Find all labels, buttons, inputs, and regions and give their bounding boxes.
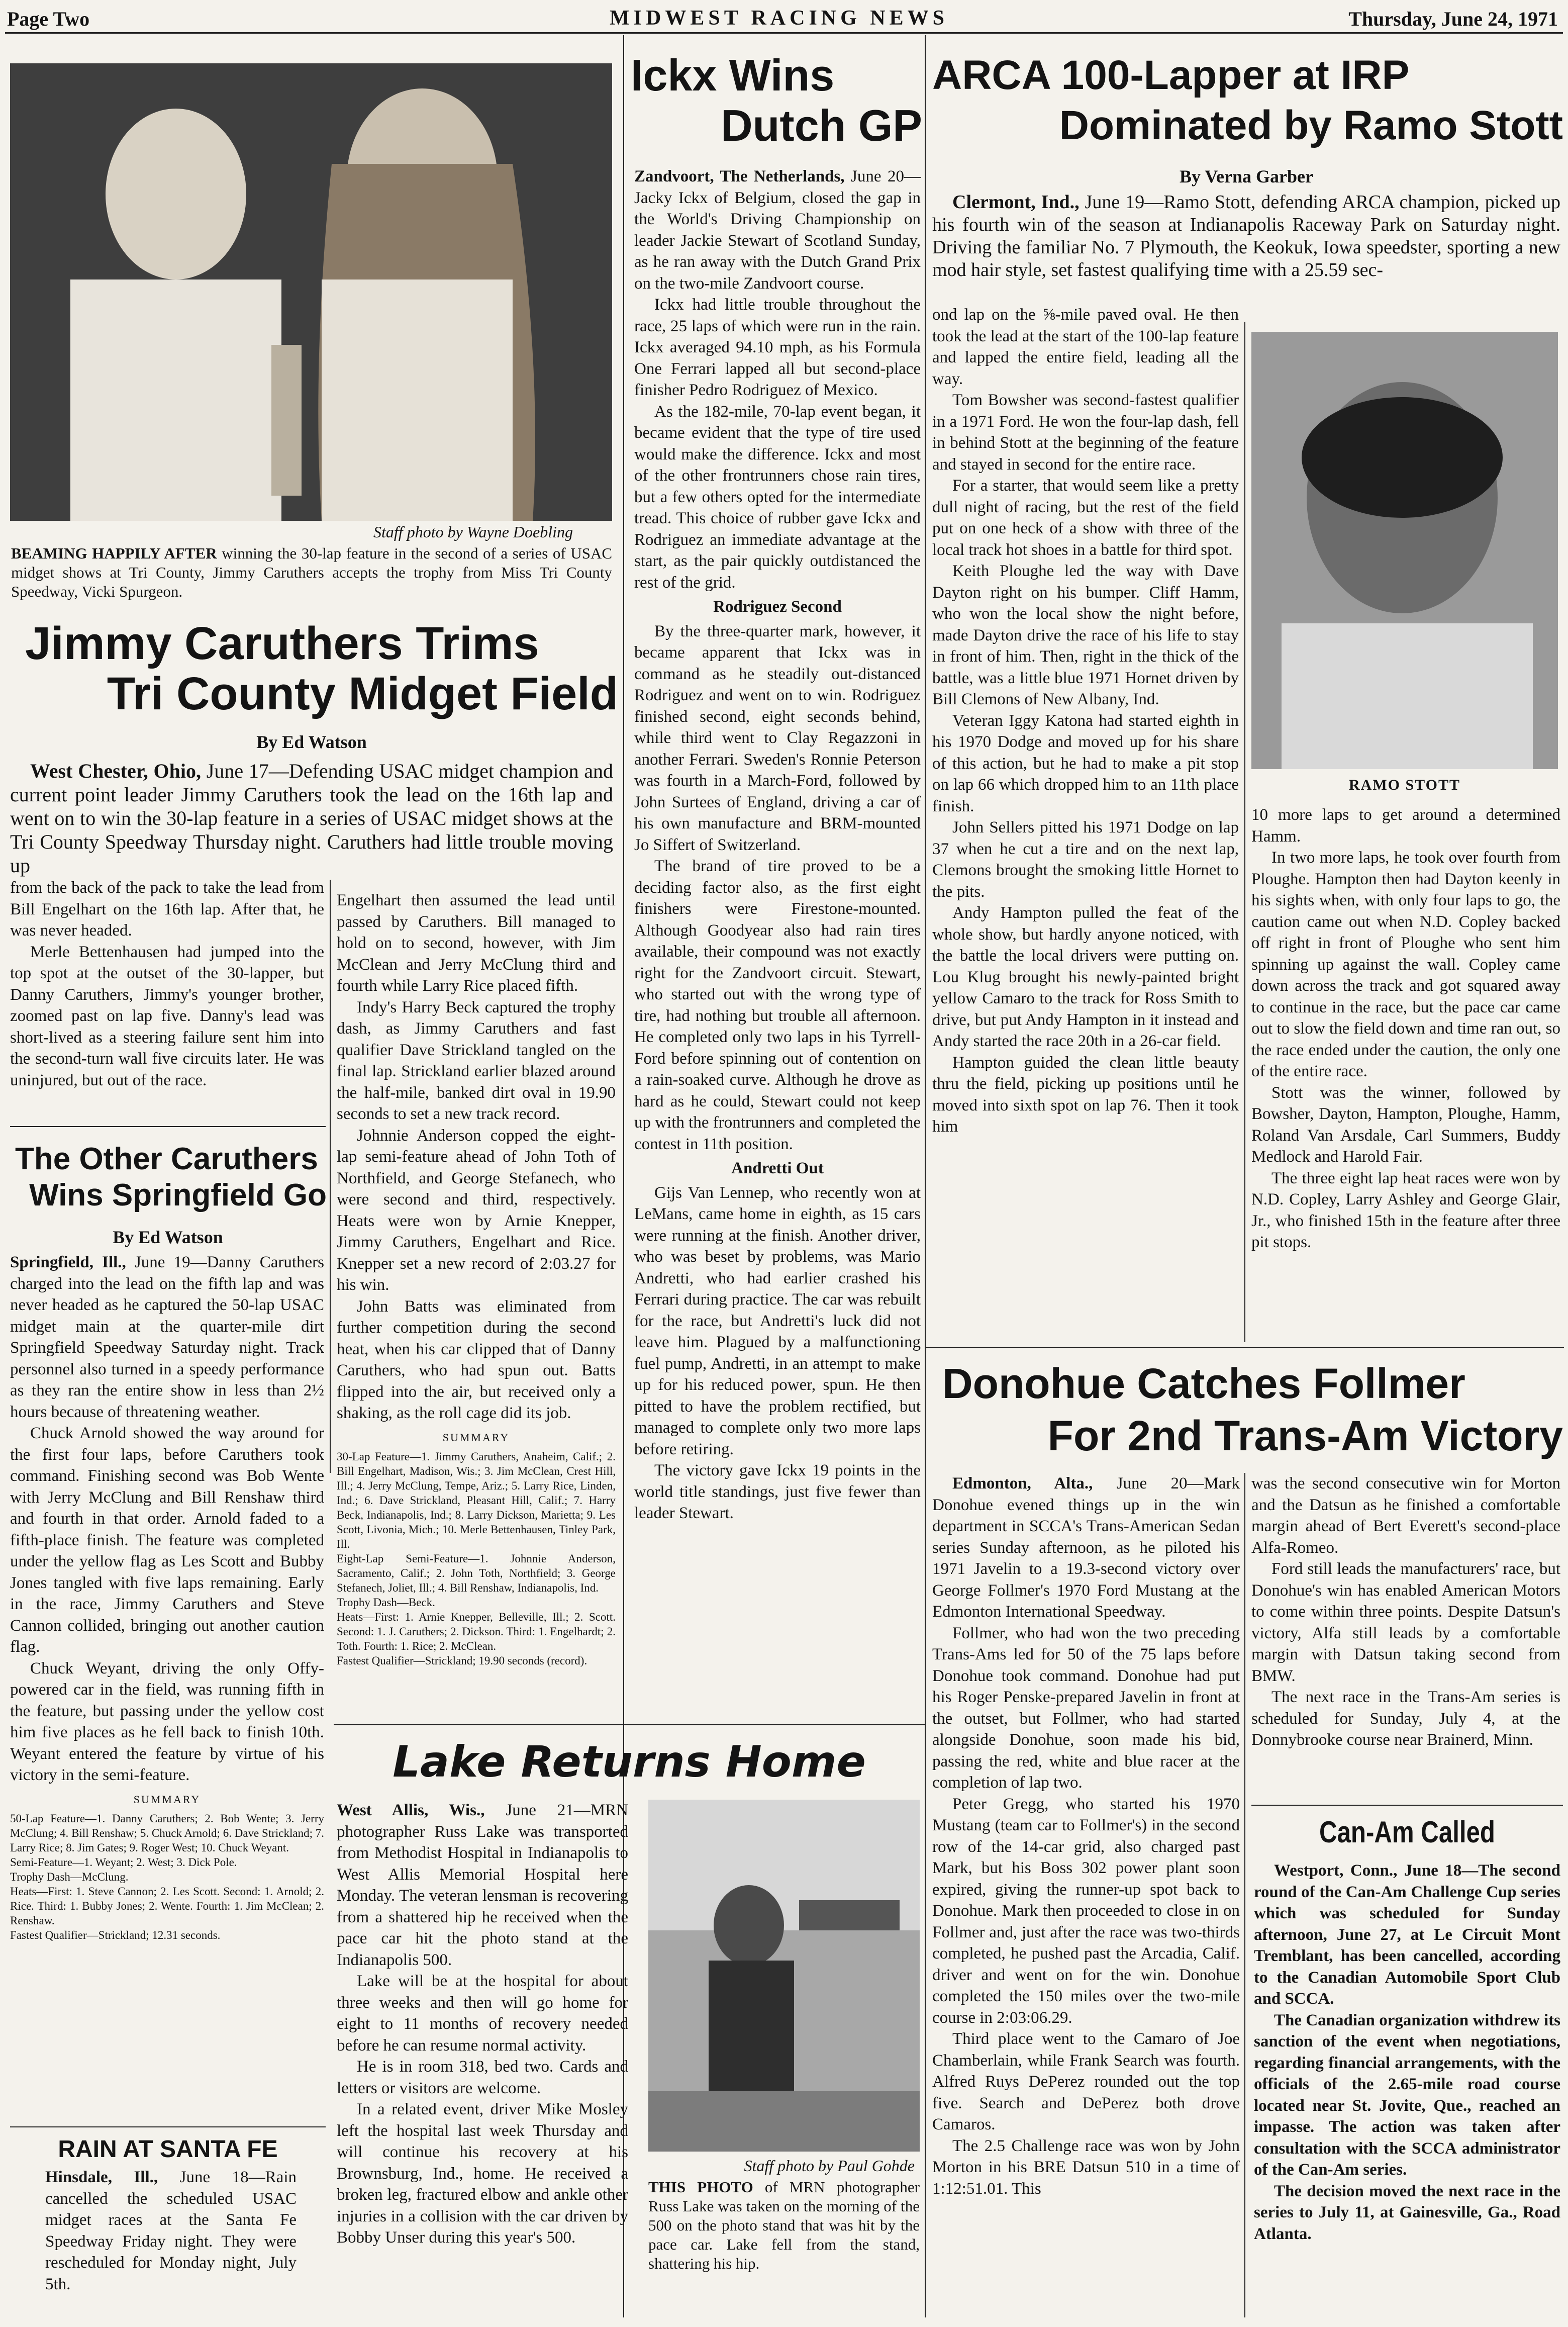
paragraph: was the second consecutive win for Morton and the Datsun as he finished a comfortable margin ahead of Bert Everett's second-place Alfa-Romeo. [1251, 1474, 1560, 1557]
byline: By Ed Watson [113, 1227, 223, 1247]
lake-headline: Lake Returns Home [393, 1737, 866, 1787]
paragraph: June 19—Danny Caruthers charged into the lead on the fifth lap and was never headed as he captured the 50-lap USAC midget main at the quarter-mile dirt Springfield Speedway Saturday night. Track personnel also turned in a speedy performance as they ran the entire show in less than 2½ hours because of threatening weather. [10, 1253, 324, 1421]
lake-body [337, 1800, 628, 2249]
subheading: Rodriguez Second [713, 598, 842, 616]
summary-line: Heats—First: 1. Arnie Knepper, Belleville, Ill.; 2. Scott. Second: 1. J. Caruthers; 2. Dickson. Third: 1. Engelhardt; 2. Toth. Fourth: 1. Rice; 2. McClean. [337, 1611, 616, 1652]
dateline: Zandvoort, The Netherlands, [634, 167, 845, 185]
paragraph: The 2.5 Challenge race was won by John Morton in his BRE Datsun 510 in a time of 1:12:51.01. This [932, 2136, 1240, 2198]
byline: By Ed Watson [256, 732, 367, 752]
column-rule [330, 880, 331, 1473]
paragraph: Chuck Arnold showed the way around for the first four laps, before Caruthers took command. Finishing second was Bob Wente with Jerry McClung and Bill Renshaw third and fourth in that order. Arnold faded to a fifth-place finish. The feature was completed under the yellow flag as Les Scott and Bubby Jones tangled with five laps remaining. Early in the race, Jimmy Caruthers and Steve Cannon collided, bringing out another caution flag. [10, 1424, 324, 1656]
caruthers-headline [25, 618, 623, 719]
paragraph: Hampton guided the clean little beauty thru the field, picking up positions until he moved into sixth spot on lap 76. Then it took him [932, 1053, 1239, 1136]
paragraph: Gijs Van Lennep, who recently won at LeMans, came home in eighth, as 15 cars were running at the finish. Another driver, who was beset by problems, was Mario Andretti, who had earlier crashed his Ferrari during practice. The car was rebuilt for the race, but Andretti's luck did not leave him. Plagued by a malfunctioning fuel pump, Andretti, in an attempt to make up for his reduced power, spun. He then pitted to have the problem rectified, but managed to complete only two more laps before retiring. [634, 1183, 921, 1458]
paragraph: 10 more laps to get around a determined Hamm. [1251, 806, 1560, 846]
paragraph: Third place went to the Camaro of Joe Chamberlain, while Frank Search was fourth. Alfred Ruys DePerez rounded out the top five. Search and DePerez both drove Camaros. [932, 2030, 1240, 2133]
summary-line: Fastest Qualifier—Strickland; 19.90 seconds (record). [337, 1654, 587, 1667]
photo-illustration [648, 1800, 920, 2152]
dateline: Westport, Conn., [1274, 1861, 1398, 1880]
dateline: Clermont, Ind., [952, 192, 1080, 213]
paragraph: Andy Hampton pulled the feat of the whole show, but hardly anyone noticed, with the battle the local drivers were putting on. Lou Klug brought his newly-painted bright yellow Camaro to the track for Ross Smith to drive, but put Andy Hampton in it instead and Andy started the race 20th in a 26-car field. [932, 904, 1239, 1050]
photo-caption [648, 2178, 920, 2273]
paragraph: The brand of tire proved to be a deciding factor also, as the first eight finishers were Firestone-mounted. Although Goodyear also had rain tires available, their compound was not exactly right for the Zandvoort circuit. Stewart, who started out with the wrong type of tire, had nothing but trouble all afternoon. He completed only two laps in his Tyrrell-Ford before spinning out of contention on a rain-soaked curve. Although he drove as hard as he could, Stewart could not keep up with the frontrunners and completed the contest in 11th position. [634, 857, 921, 1153]
caption-lead: THIS PHOTO [648, 2178, 753, 2196]
caruthers-trophy-photo [10, 63, 612, 521]
paragraph: Ickx had little trouble throughout the race, 25 laps of which were run in the rain. Ickx averaged 94.10 mph, as his Formula One Ferrari lapped all but second-place finisher Pedro Rodriguez of Mexico. [634, 296, 921, 399]
page-number-label: Page Two [7, 8, 90, 30]
paragraph: June 20—Mark Donohue evened things up in the win department in SCCA's Trans-American Sedan series Sunday afternoon, as he piloted his 1971 Javelin to a 19.3-second victory over George Follmer's 1970 Ford Mustang at the Edmonton International Speedway. [932, 1474, 1240, 1621]
race-summary [10, 1811, 324, 1942]
paragraph: June 18—Rain cancelled the scheduled USAC midget races at the Santa Fe Speedway Friday night. They were rescheduled for Monday night, July 5th. [45, 2168, 297, 2293]
santa-fe-headline: RAIN AT SANTA FE [58, 2136, 278, 2163]
ramo-stott-photo [1251, 332, 1558, 769]
photo-credit: Staff photo by Wayne Doebling [373, 523, 573, 541]
paragraph: June 20—Jacky Ickx of Belgium, closed the gap in the World's Driving Championship on leader Jackie Stewart of Scotland Sunday, as he ran away with the Dutch Grand Prix on the two-mile Zandvoort course. [634, 167, 921, 293]
story-rule [926, 1347, 1564, 1348]
column-rule [1244, 322, 1245, 1342]
paper-name: MIDWEST RACING NEWS [610, 7, 948, 30]
dateline: Edmonton, Alta., [952, 1474, 1093, 1493]
summary-line: Trophy Dash—McClung. [10, 1871, 129, 1883]
headline-line-1: Donohue Catches Follmer [942, 1360, 1465, 1407]
summary-line: Trophy Dash—Beck. [337, 1596, 435, 1609]
paragraph: Keith Ploughe led the way with Dave Dayton right on his bumper. Cliff Hamm, who won the local show the night before, made Dayton drive the race of his life to stay in front of him. Then, right in the thick of the battle, was a little blue 1971 Hornet driven by Bill Clemons of New Albany, Ind. [932, 562, 1239, 708]
masthead [0, 0, 1568, 31]
paragraph: John Sellers pitted his 1971 Dodge on lap 37 when he cut a tire and on the next lap, Clemons brought the smoking little Hornet to the pits. [932, 818, 1239, 901]
dateline: Springfield, Ill., [10, 1253, 126, 1271]
column-rule [1244, 1473, 1245, 2317]
race-summary [337, 1449, 616, 1668]
ickx-headline [631, 50, 922, 151]
can-am-headline: Can-Am Called [1319, 1815, 1495, 1849]
story-rule [10, 1126, 326, 1127]
paragraph: The three eight lap heat races were won by N.D. Copley, Larry Ashley and George Glair, Jr., who finished 15th in the feature after three pit stops. [1251, 1169, 1560, 1251]
paragraph: By the three-quarter mark, however, it became apparent that Ickx was in command as he steadily out-distanced Rodriguez and went on to win. Rodriguez finished second, eight seconds behind, while third went to Clay Regazzoni in another Ferrari. Sweden's Ronnie Peterson was fourth in a March-Ford, followed by John Surtees of England, driving a car of his own manufacture and BRM-mounted Jo Siffert of Switzerland. [634, 622, 921, 854]
dateline: Hinsdale, Ill., [45, 2168, 158, 2186]
paragraph: Merle Bettenhausen had jumped into the top spot at the outset of the 30-lapper, but Danny Caruthers, Jimmy's younger brother, zoomed past on lap five. Danny's lead was short-lived as a steering failure sent him into the second-turn wall five circuits later. He was uninjured, but out of the race. [10, 943, 324, 1089]
story-rule [1251, 1805, 1563, 1806]
summary-title: SUMMARY [442, 1431, 510, 1444]
paragraph: Peter Gregg, who started his 1970 Mustang (team car to Follmer's) in the second row of the 14-car grid, also charged past Mark, but his Boss 302 power plant soon expired, giving the runner-up spot back to Donohue. Mark then proceeded to close in on Follmer and, just after the race was two-thirds completed, he pushed past the Arcadia, Calif. driver and went on for the win. Donohue completed the 150 miles over the two-mile course in 2:03:06.29. [932, 1795, 1240, 2027]
paragraph: Ford still leads the manufacturers' race, but Donohue's win has enabled American Motors to come within three points. Despite Datsun's victory, Alfa still leads by a comfortable margin with Datsun taking second from BMW. [1251, 1560, 1560, 1685]
photo-illustration [10, 63, 612, 521]
subheading: Andretti Out [731, 1159, 824, 1177]
arca-lede [932, 191, 1560, 282]
paragraph: The victory gave Ickx 19 points in the world title standings, just five fewer than leader Stewart. [634, 1461, 921, 1522]
caption-lead: BEAMING HAPPILY AFTER [11, 544, 217, 562]
springfield-body [10, 1252, 324, 1942]
story-rule [10, 2126, 326, 2127]
paragraph: Stott was the winner, followed by Bowsher, Dayton, Hampton, Ploughe, Hamm, Roland Van Arsdale, Carl Summers, Buddy Medlock and Harold Fair. [1251, 1083, 1560, 1166]
santa-fe-body [45, 2167, 297, 2295]
ickx-body [634, 166, 921, 1524]
arca-col-1 [932, 304, 1239, 1138]
masthead-rule [5, 32, 1563, 34]
photo-credit: Staff photo by Paul Gohde [744, 2157, 915, 2175]
paragraph: He is in room 318, bed two. Cards and letters or visitors are welcome. [337, 2058, 628, 2097]
headline-line-2: Dominated by Ramo Stott [1059, 103, 1563, 148]
arca-col-2 [1251, 804, 1560, 1253]
photo-caption [11, 544, 612, 601]
headline-line-2: Wins Springfield Go [29, 1178, 327, 1213]
dateline: West Allis, Wis., [337, 1801, 485, 1819]
paragraph: The Canadian organization withdrew its sanction of the event when negotiations, regarding financial arrangements, with the officials of the 2.65-mile road course located near St. Jovite, Que., reached an impasse. The action was taken after consultation with the SCCA administrator of the Can-Am series. [1254, 2011, 1560, 2179]
paragraph: In two more laps, he took over fourth from Ploughe. Hampton then had Dayton keenly in his sights when, with only four laps to go, the caution came out when N.D. Copley backed off right in front of Ploughe who sent him spinning up against the wall. Copley came down across the track and got squared away to continue in the race, but the pace car came out to slow the field down and time ran out, so the race ended under the caution, the only one of the entire race. [1251, 849, 1560, 1080]
paragraph: June 18—The second round of the Can-Am Challenge Cup series which was scheduled for Sunday afternoon, June 27, at Le Circuit Mont Tremblant, has been cancelled, according to the Canadian Automobile Sport Club and SCCA. [1254, 1861, 1561, 2008]
paragraph: ond lap on the ⅝-mile paved oval. He then took the lead at the start of the 100-lap feature and lapped the entire field, leading all the way. [932, 306, 1239, 388]
summary-line: Heats—First: 1. Steve Cannon; 2. Les Scott. Second: 1. Arnold; 2. Rice. Third: 1. Bubby Jones; 2. Wente. Fourth: 1. Jim McClean; 2. Renshaw. [10, 1885, 324, 1927]
ramo-stott-caption: RAMO STOTT [1349, 777, 1460, 793]
summary-line: Fastest Qualifier—Strickland; 12.31 seconds. [10, 1929, 221, 1941]
summary-line: 50-Lap Feature—1. Danny Caruthers; 2. Bob Wente; 3. Jerry McClung; 4. Bill Renshaw; 5. Chuck Arnold; 6. Dave Strickland; 7. Larry Rice; 8. Jim Gates; 9. Roger West; 10. Chuck Weyant. [10, 1812, 324, 1854]
can-am-body [1254, 1860, 1560, 2245]
paragraph: June 21—MRN photographer Russ Lake was transported from Methodist Hospital in Indianapolis to West Allis Memorial Hospital here Monday. The veteran lensman is recovering from a shattered hip he received when the pace car hit the photo stand at the Indianapolis 500. [337, 1801, 628, 1969]
headline-line-2: Tri County Midget Field [107, 668, 618, 719]
headline-line-2: For 2nd Trans-Am Victory [1047, 1412, 1563, 1459]
paragraph: Lake will be at the hospital for about three weeks and then will go home for eight to 11 months of recovery needed before he can resume normal activity. [337, 1972, 628, 2055]
caruthers-lede [10, 759, 613, 877]
headline-line-1: Jimmy Caruthers Trims [25, 618, 539, 669]
donohue-headline [942, 1357, 1563, 1462]
summary-line: Eight-Lap Semi-Feature—1. Johnnie Anderson, Sacramento, Calif.; 2. John Toth, Northfield; 3. George Stefanech, Joliet, Ill.; 4. Bill Renshaw, Indianapolis, Ind. [337, 1552, 616, 1594]
paragraph: Johnnie Anderson copped the eight-lap semi-feature ahead of John Toth of Northfield, and George Stefanech, who were second and third, respectively. Heats were won by Arnie Knepper, Jimmy Caruthers, Engelhart and Rice. Knepper set a new record of 2:03.27 for his win. [337, 1126, 616, 1294]
paragraph: Tom Bowsher was second-fastest qualifier in a 1971 Ford. He won the four-lap dash, fell in behind Stott at the beginning of the feature and stayed in second for the entire race. [932, 391, 1239, 474]
caruthers-col-2 [337, 890, 616, 1668]
dateline: West Chester, Ohio, [30, 760, 202, 782]
summary-line: Semi-Feature—1. Weyant; 2. West; 3. Dick Pole. [10, 1856, 237, 1869]
arca-headline [932, 50, 1563, 151]
paragraph: In a related event, driver Mike Mosley left the hospital last week Thursday and will continue his recovery at his Brownsburg, Ind., home. He received a broken leg, fractured elbow and ankle other injuries in a collision with the car driven by Bobby Unser during this year's 500. [337, 2100, 628, 2247]
issue-date: Thursday, June 24, 1971 [1348, 8, 1558, 30]
paragraph: Indy's Harry Beck captured the trophy dash, as Jimmy Caruthers and fast qualifier Dave Strickland tangled on the final lap. Strickland earlier blazed around the half-mile, banked dirt oval in 19.90 seconds to set a new track record. [337, 998, 616, 1123]
caruthers-col-1 [10, 877, 324, 1091]
caption-text: winning the 30-lap feature in the second of a series of USAC midget shows at Tri County, Jimmy Caruthers accepts the trophy from Miss Tri County Speedway, Vicki Spurgeon. [11, 544, 613, 600]
paragraph: Chuck Weyant, driving the only Offy-powered car in the field, was running fifth in the feature, but passing under the yellow cost him five places as he fell back to finish 10th. Weyant entered the feature by virtue of his victory in the semi-feature. [10, 1659, 324, 1784]
lede-text: June 19—Ramo Stott, defending ARCA champion, picked up his fourth win of the season at Indianapolis Raceway Park on Saturday night. Driving the familiar No. 7 Plymouth, the Keokuk, Iowa speedster, sporting a new mod hair style, set fastest qualifying time with a 25.59 sec- [932, 192, 1560, 281]
paragraph: The decision moved the next race in the series to July 11, at Gainesville, Ga., Road Atlanta. [1254, 2182, 1560, 2243]
paragraph: For a starter, that would seem like a pretty dull night of racing, but the rest of the field put on one heck of a show with three of the local track hot shoes in a battle for third spot. [932, 477, 1239, 559]
column-rule [925, 35, 926, 2317]
lede-text: June 17—Defending USAC midget champion and current point leader Jimmy Caruthers took the lead on the 16th lap and went on to win the 30-lap feature in a series of USAC midget shows at the Tri County Speedway Thursday night. Caruthers had little trouble moving up [10, 760, 614, 877]
byline: By Verna Garber [1180, 166, 1313, 187]
paragraph: Follmer, who had won the two preceding Trans-Ams led for 50 of the 75 laps before Donohue took command. Donohue had put his Roger Penske-prepared Javelin in front at the outset, but Follmer, who had started alongside Donohue, soon made his bid, passing the red, white and blue racer at the completion of lap two. [932, 1624, 1240, 1792]
paragraph: Veteran Iggy Katona had started eighth in his 1970 Dodge and moved up for his share of this action, but he had to make a pit stop on lap 66 which dropped him to an 11th place finish. [932, 711, 1239, 815]
springfield-headline [15, 1141, 327, 1214]
photo-illustration [1251, 332, 1558, 769]
summary-line: 30-Lap Feature—1. Jimmy Caruthers, Anaheim, Calif.; 2. Bill Engelhart, Madison, Wis.; 3. Jim McClean, Crest Hill, Ill.; 4. Jerry McClung, Tempe, Ariz.; 5. Larry Rice, Linden, Ind.; 6. Dave Strickland, Pleasant Hill, Calif.; 7. Harry Beck, Indianapolis, Ind.; 8. Larry Dickson, Marietta; 9. Les Scott, Livonia, Mich.; 10. Merle Bettenhausen, Tinley Park, Ill. [337, 1450, 616, 1550]
paragraph: The next race in the Trans-Am series is scheduled for Sunday, July 4, at the Donnybrooke course near Brainerd, Minn. [1251, 1688, 1560, 1749]
donohue-col-1 [932, 1473, 1240, 2199]
paragraph: from the back of the pack to take the lead from Bill Engelhart on the 16th lap. After that, he was never headed. [10, 879, 324, 940]
story-rule [334, 1724, 925, 1725]
paragraph: Engelhart then assumed the lead until passed by Caruthers. Bill managed to hold on to second, however, with Jim McClean and Jerry McClung third and fourth while Larry Rice placed fifth. [337, 891, 616, 995]
headline-line-1: ARCA 100-Lapper at IRP [932, 52, 1410, 98]
headline-line-1: The Other Caruthers [15, 1142, 318, 1176]
caption-text: of MRN photographer Russ Lake was taken on the morning of the 500 on the photo stand that was hit by the pace car. Lake fell from the stand, shattering his hip. [648, 2178, 920, 2272]
paragraph: As the 182-mile, 70-lap event began, it became evident that the type of tire used would make the difference. Ickx and most of the other frontrunners chose rain tires, but a few others opted for the intermediate tread. This choice of rubber gave Ickx and Rodriguez an immediate advantage at the start, as the pair quickly outdistanced the rest of the grid. [634, 402, 921, 592]
headline-line-2: Dutch GP [721, 101, 922, 150]
russ-lake-photo [648, 1800, 920, 2152]
headline-line-1: Ickx Wins [631, 50, 835, 100]
paragraph: John Batts was eliminated from further competition during the second heat, when his car clipped that of Danny Caruthers, who had spun out. Batts flipped into the air, but received only a shaking, as the roll cage did its job. [337, 1297, 616, 1422]
donohue-col-2 [1251, 1473, 1560, 1751]
summary-title: SUMMARY [133, 1793, 201, 1806]
